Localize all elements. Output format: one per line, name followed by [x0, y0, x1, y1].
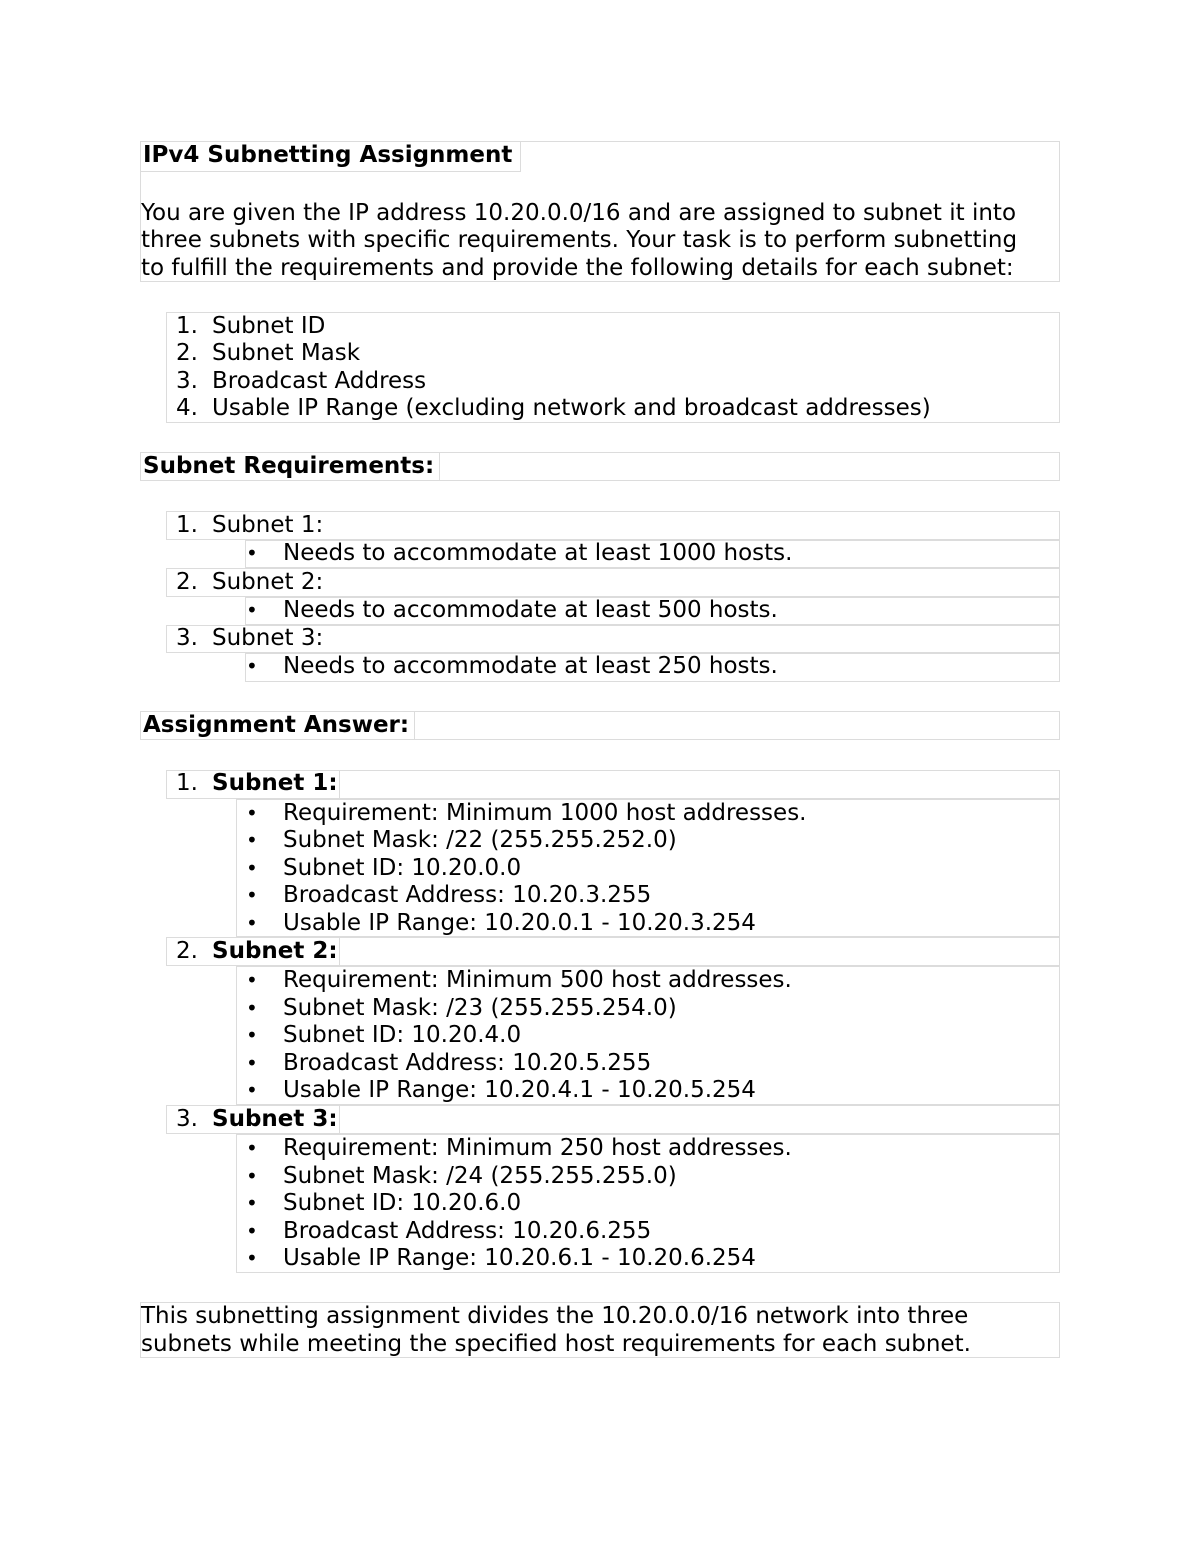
answer-detail-line: Subnet Mask: /22 (255.255.252.0) [283, 827, 677, 853]
requirement-detail: Needs to accommodate at least 500 hosts. [283, 597, 778, 623]
bullet-icon: • [246, 968, 258, 992]
answer-detail-line: Requirement: Minimum 250 host addresses. [283, 1135, 792, 1161]
bullet-icon: • [246, 883, 258, 907]
details-item-num: 2. [176, 340, 198, 366]
page-title: IPv4 Subnetting Assignment [143, 142, 513, 168]
answer-detail-line: Requirement: Minimum 500 host addresses. [283, 967, 792, 993]
answer-detail-line: Requirement: Minimum 1000 host addresses. [283, 800, 807, 826]
bullet-icon: • [246, 911, 258, 935]
answer-detail-line: Usable IP Range: 10.20.4.1 - 10.20.5.254 [283, 1077, 756, 1103]
answer-heading: Assignment Answer: [143, 712, 410, 738]
answer-subnet-num: 3. [176, 1106, 198, 1132]
bullet-icon: • [246, 1219, 258, 1243]
bullet-icon: • [246, 828, 258, 852]
requirement-detail: Needs to accommodate at least 250 hosts. [283, 653, 778, 679]
details-item: Usable IP Range (excluding network and broadcast addresses) [212, 395, 931, 421]
bullet-icon: • [246, 1051, 258, 1075]
requirements-heading: Subnet Requirements: [143, 453, 435, 479]
bullet-icon: • [246, 541, 258, 565]
intro-line-3: to fulfill the requirements and provide the following details for each subnet: [141, 255, 1014, 281]
answer-detail-line: Usable IP Range: 10.20.6.1 - 10.20.6.254 [283, 1245, 756, 1271]
requirement-label: Subnet 2: [212, 569, 324, 595]
bullet-icon: • [246, 1191, 258, 1215]
details-item-num: 4. [176, 395, 198, 421]
conclusion-line-1: This subnetting assignment divides the 10.20.0.0/16 network into three [141, 1303, 969, 1329]
answer-detail-line: Subnet ID: 10.20.4.0 [283, 1022, 522, 1048]
answer-detail-line: Usable IP Range: 10.20.0.1 - 10.20.3.254 [283, 910, 756, 936]
answer-subnet-num: 1. [176, 770, 198, 796]
bullet-icon: • [246, 1164, 258, 1188]
bullet-icon: • [246, 1078, 258, 1102]
answer-detail-line: Subnet ID: 10.20.0.0 [283, 855, 522, 881]
bullet-icon: • [246, 654, 258, 678]
bullet-icon: • [246, 598, 258, 622]
answer-detail-line: Broadcast Address: 10.20.5.255 [283, 1050, 652, 1076]
bullet-icon: • [246, 996, 258, 1020]
bullet-icon: • [246, 1246, 258, 1270]
answer-subnet-num: 2. [176, 938, 198, 964]
answer-detail-line: Broadcast Address: 10.20.6.255 [283, 1218, 652, 1244]
bullet-icon: • [246, 1136, 258, 1160]
details-item: Broadcast Address [212, 368, 427, 394]
intro-line-2: three subnets with specific requirements. Your task is to perform subnetting [141, 227, 1018, 253]
details-item-num: 3. [176, 368, 198, 394]
requirement-detail: Needs to accommodate at least 1000 hosts. [283, 540, 793, 566]
bullet-icon: • [246, 856, 258, 880]
details-item: Subnet ID [212, 313, 326, 339]
bullet-icon: • [246, 801, 258, 825]
answer-detail-line: Subnet Mask: /24 (255.255.255.0) [283, 1163, 677, 1189]
answer-detail-line: Broadcast Address: 10.20.3.255 [283, 882, 652, 908]
details-item-num: 1. [176, 313, 198, 339]
answer-detail-line: Subnet ID: 10.20.6.0 [283, 1190, 522, 1216]
answer-subnet-label: Subnet 1: [212, 770, 338, 796]
bullet-icon: • [246, 1023, 258, 1047]
conclusion-line-2: subnets while meeting the specified host requirements for each subnet. [141, 1331, 971, 1357]
requirement-num: 3. [176, 625, 198, 651]
requirement-num: 2. [176, 569, 198, 595]
answer-detail-line: Subnet Mask: /23 (255.255.254.0) [283, 995, 677, 1021]
requirement-label: Subnet 3: [212, 625, 324, 651]
answer-subnet-label: Subnet 2: [212, 938, 338, 964]
answer-subnet-label: Subnet 3: [212, 1106, 338, 1132]
requirement-num: 1. [176, 512, 198, 538]
requirement-label: Subnet 1: [212, 512, 324, 538]
details-item: Subnet Mask [212, 340, 361, 366]
intro-line-1: You are given the IP address 10.20.0.0/16 and are assigned to subnet it into [141, 200, 1017, 226]
